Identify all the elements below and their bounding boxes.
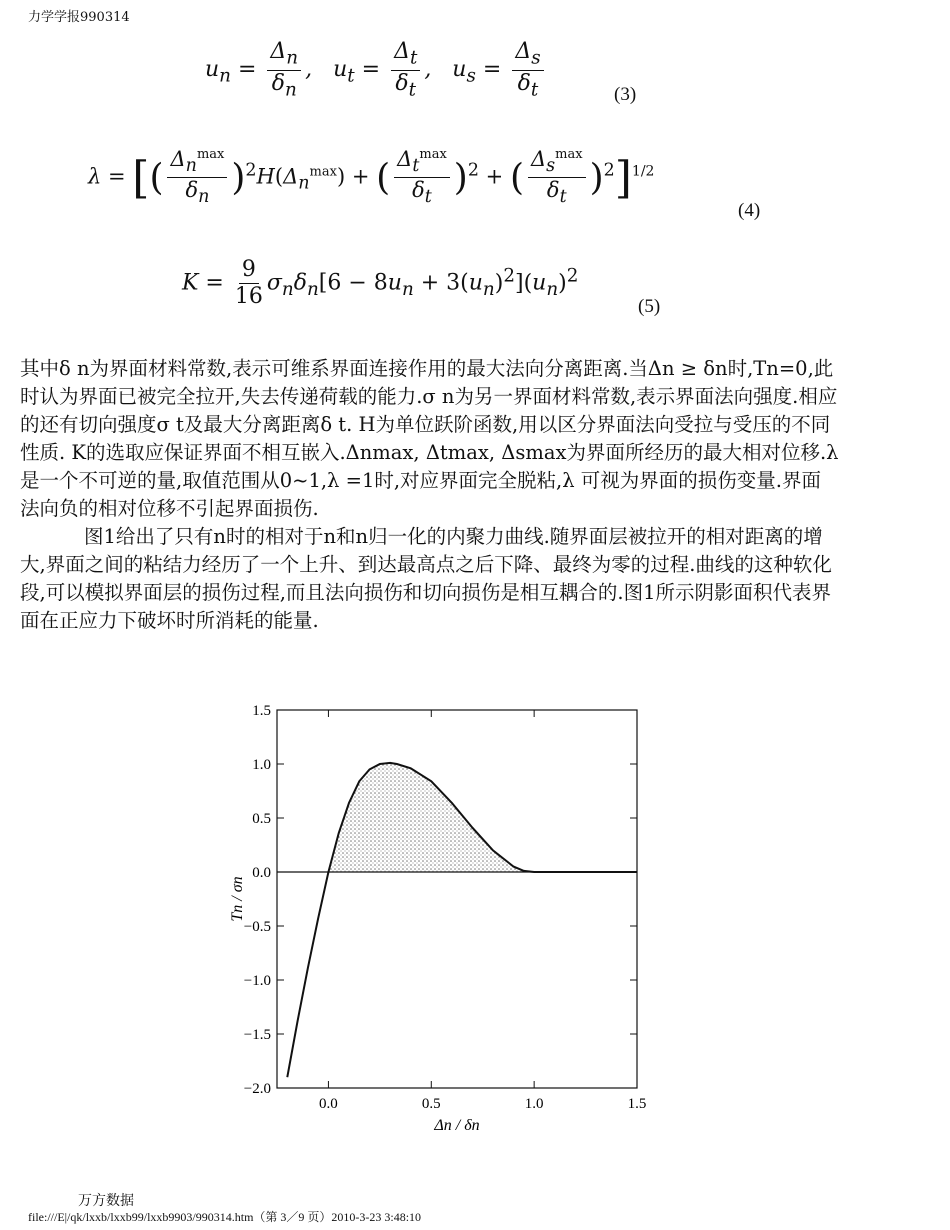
x-tick-label: 1.5 [627,1096,647,1112]
equation-4: λ = [( $\frac{\Delta_n^{max}}{\delta_n}$ )$^2H(\Delta_n^{max})$ + ( $\frac{\Delta_t^{max}}{\delta_t}$ )$^2$ + ( $\frac{\Delta_s^{max}}{\delta_t}$ )$^2$]$^{1/2}$ [88,147,655,208]
equation-3-number: (3) [614,84,637,105]
y-tick-label: −1.5 [243,1027,271,1043]
shaded-energy-area [328,763,534,872]
paragraph-1: 其中δ n为界面材料常数,表示可维系界面连接作用的最大法向分离距离.当Δn ≥ δn时,Tn=0,此时认为界面已被完全拉开,失去传递荷载的能力.σ n为另一界面材料常数,表示界面法向强度.相应的还有切向强度σ t及最大分离距离δ t. H为单位跃阶函数,用以区分界面法向受拉与受压的不同性质. K的选取应保证界面不相互嵌入.Δnmax, Δtmax, Δsmax为界面所经历的最大相对位移.λ 是一个不可逆的量,取值范围从0~1,λ =1时,对应界面完全脱粘,λ 可视为界面的损伤变量.界面法向负的相对位移不引起界面损伤. [20,357,839,520]
y-tick-label: −2.0 [243,1081,271,1097]
journal-header: 力学学报990314 [28,10,130,25]
y-tick-label: 1.0 [252,757,271,773]
cohesive-curve-chart [222,700,682,1150]
y-tick-label: −0.5 [243,919,271,935]
x-axis-label: Δn / δn [434,1117,480,1134]
paragraph-2: 图1给出了只有n时的相对于n和n归一化的内聚力曲线.随界面层被拉开的相对距离的增大,界面之间的粘结力经历了一个上升、到达最高点之后下降、最终为零的过程.曲线的这种软化段,可以模拟界面层的损伤过程,而且法向损伤和切向损伤是相互耦合的.图1所示阴影面积代表界面在正应力下破坏时所消耗的能量. [20,525,832,632]
y-axis-label: Tn / σn [229,876,246,922]
equation-5-number: (5) [638,296,661,317]
footer-path[interactable]: file:///E|/qk/lxxb/lxxb99/lxxb9903/990314.htm（第 3／9 页）2010-3-23 3:48:10 [28,1210,422,1224]
x-tick-label: 0.0 [319,1096,338,1112]
y-tick-label: 0.0 [252,865,271,881]
equation-5: K = $\frac{9}{16}$ $\sigma_n\delta_n[6 - 8u_n + 3(u_n)^2](u_n)^2$ [182,257,579,310]
x-tick-label: 0.5 [421,1096,441,1112]
equation-3: $u_n$ = $\frac{\Delta_n}{\delta_n}$ , $u_t$ = $\frac{\Delta_t}{\delta_t}$ , $u_s$ = $\frac{\Delta_s}{\delta_t}$ [205,40,548,100]
y-tick-label: 1.5 [252,703,271,719]
x-tick-label: 1.0 [524,1096,544,1112]
y-tick-label: 0.5 [252,811,271,827]
footer-brand: 万方数据 [78,1193,134,1209]
equation-4-number: (4) [738,200,761,221]
body-text [20,355,840,635]
plot-frame [277,710,637,1088]
y-tick-label: −1.0 [243,973,271,989]
series-line [287,763,637,1077]
